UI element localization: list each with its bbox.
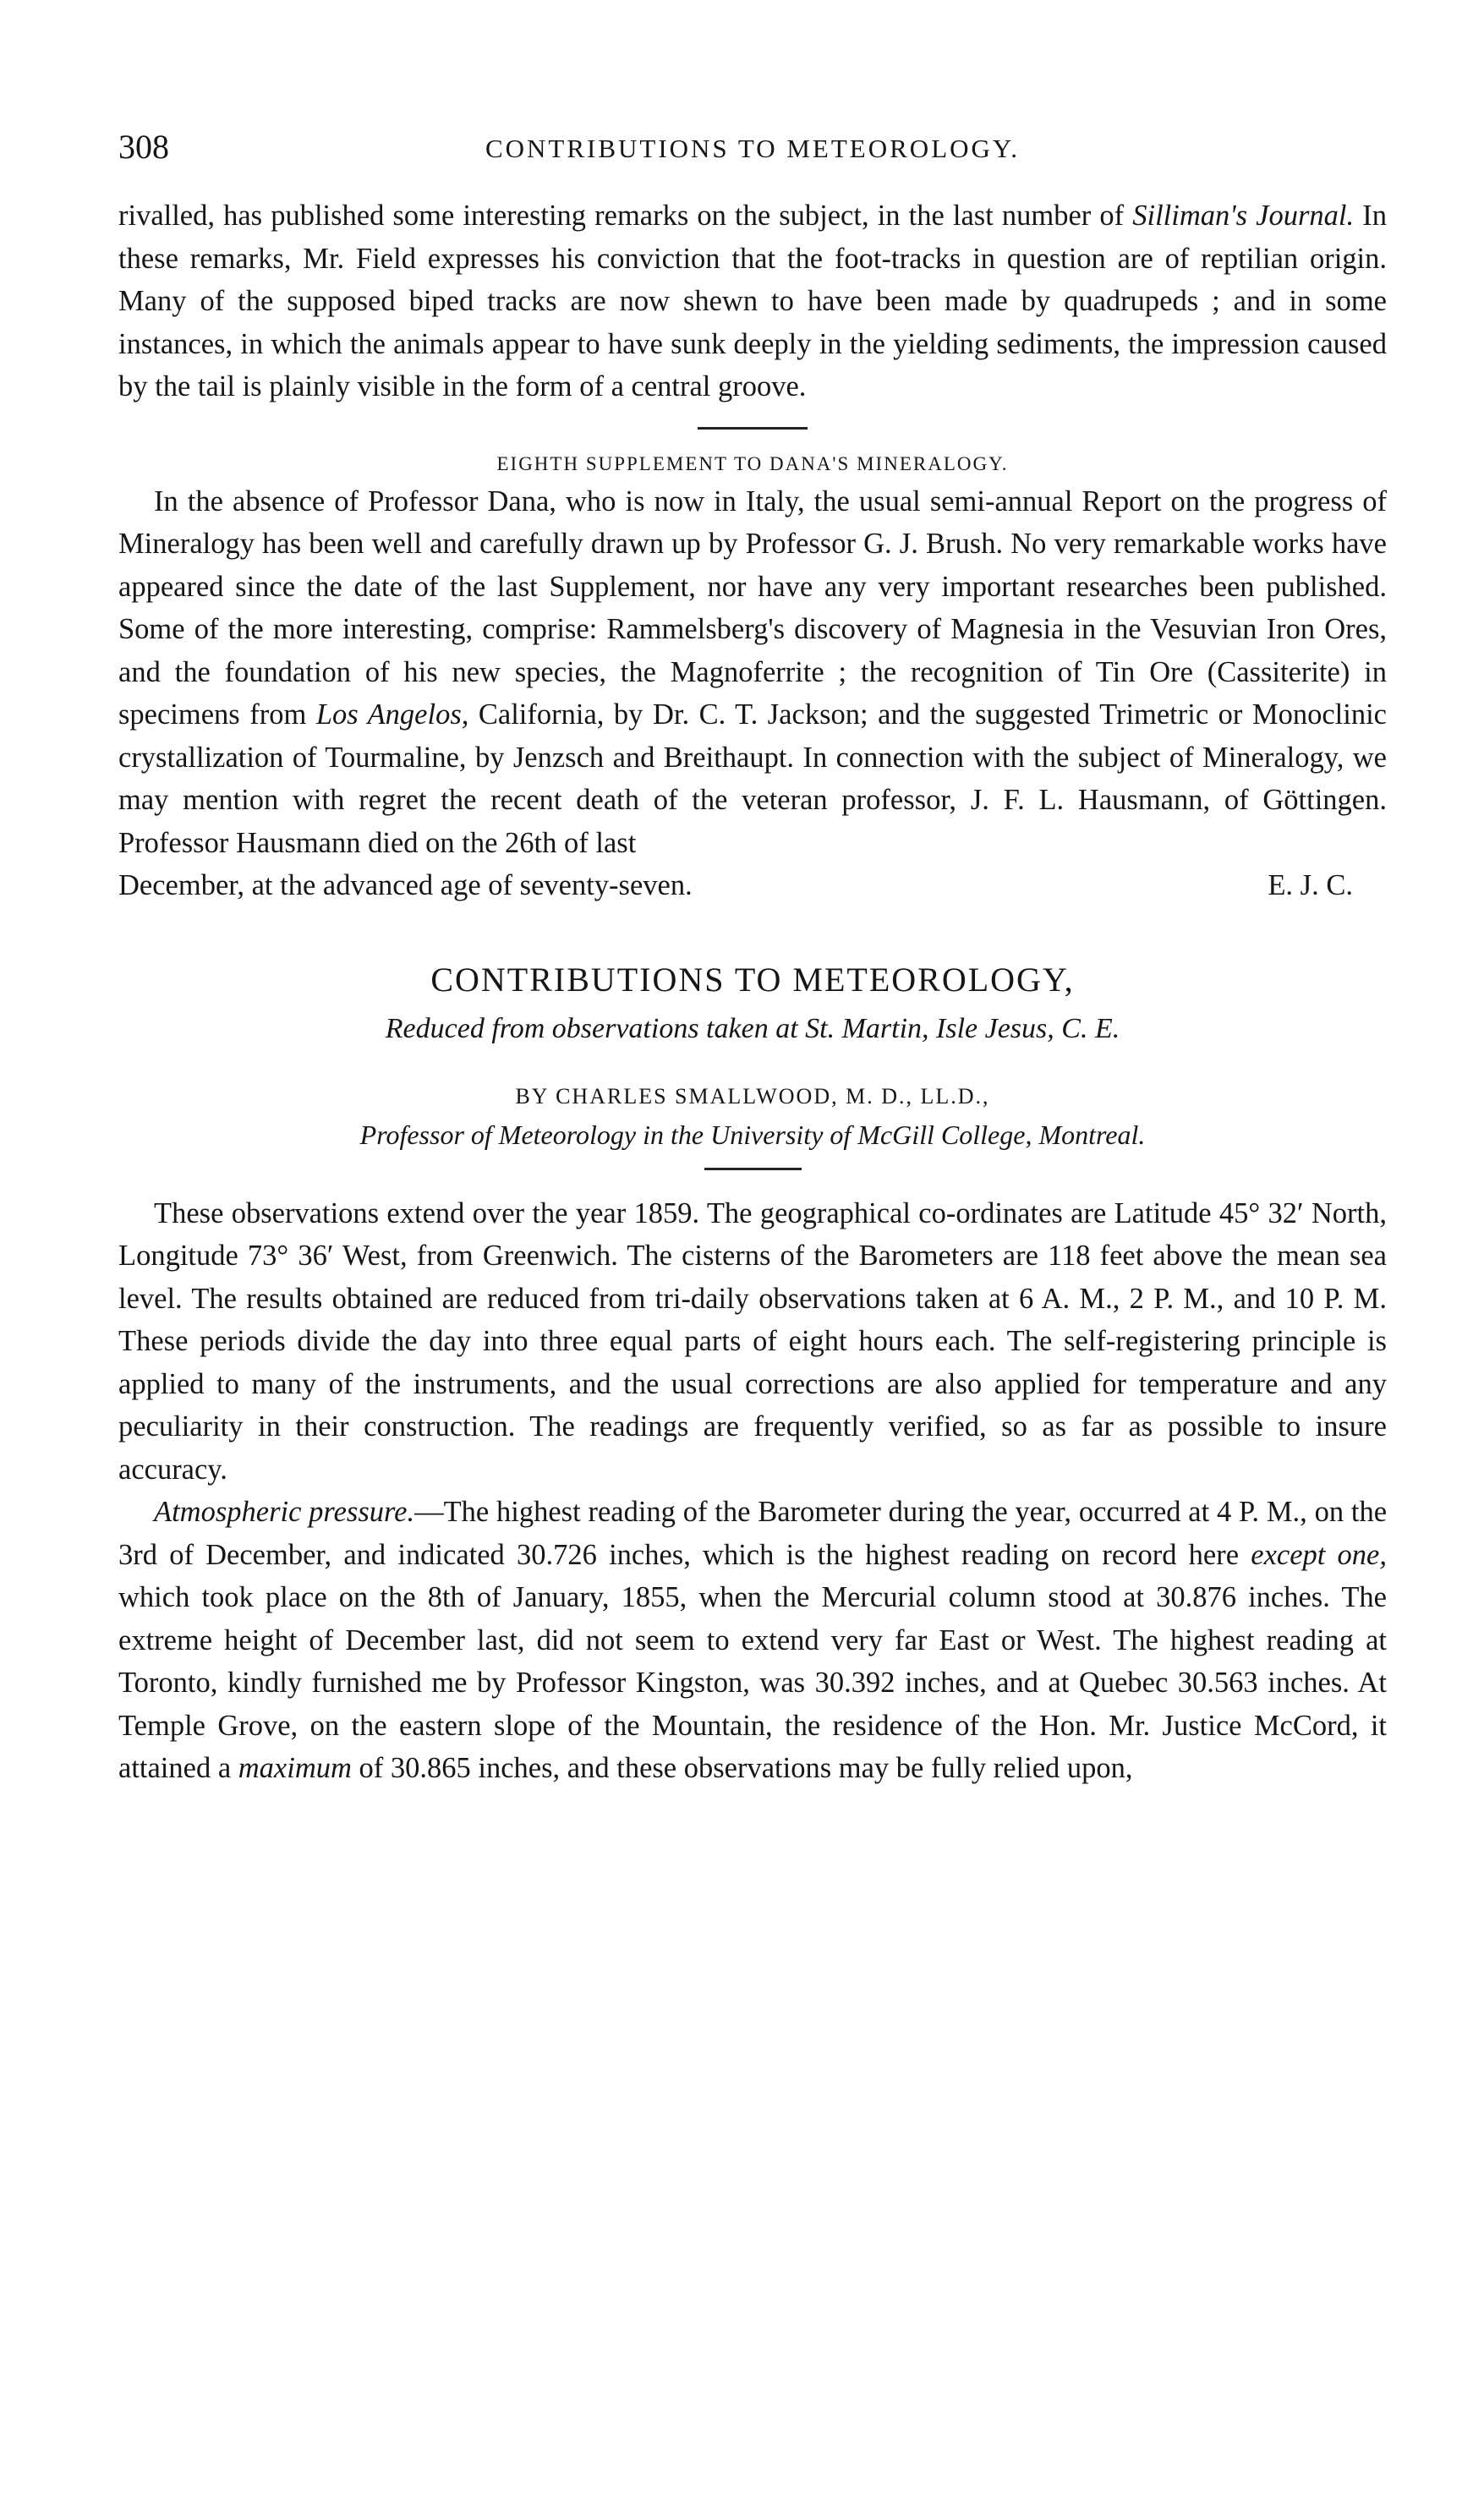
signature-line — [118, 864, 1387, 907]
book-page — [118, 127, 1387, 1790]
pressure-text-c: of 30.865 inches, and these observations may be fully relied upon, — [351, 1752, 1133, 1784]
maximum-word: maximum — [238, 1752, 352, 1784]
except-one: except one, — [1251, 1538, 1387, 1571]
page-number: 308 — [118, 128, 169, 166]
intro-paragraph — [118, 194, 1387, 408]
mineralogy-caption: EIGHTH SUPPLEMENT TO DANA'S MINERALOGY. — [496, 452, 1009, 474]
mineralogy-text-a: In the absence of Professor Dana, who is now in Italy, the usual semi-annual Report on the progress of Mineralogy has been well and carefully drawn up by Professor G. J. Brush. No very remarkable works have appeared since the date of the last Supplement, nor have any very important researches been published. Some of the more interesting, comprise: Rammelsberg's discovery of Magnesia in the Vesuvian Iron Ores, and the foundation of his new species, the Magnoferrite ; the recognition of Tin Ore (Cassiterite) in specimens from — [118, 485, 1387, 731]
mineralogy-paragraph — [118, 480, 1387, 865]
running-title: CONTRIBUTIONS TO METEOROLOGY. — [485, 134, 1021, 163]
observations-paragraph: These observations extend over the year 1859. The geographical co-ordinates are Latitude 45° 32′ North, Longitude 73° 36′ West, from Greenwich. The cisterns of the Barometers are 118 feet above the mean sea level. The results obtained are reduced from tri-daily observations taken at 6 A. M., 2 P. M., and 10 P. M. These periods divide the day into three equal parts of eight hours each. The self-registering principle is applied to many of the instruments, and the usual corrections are also applied for temperature and any peculiarity in their construction. The readings are frequently verified, so as far as possible to insure accuracy. — [118, 1196, 1387, 1486]
pressure-text-a: —The highest reading of the Barometer during the year, occurred at 4 P. M., on the 3rd of December, and indicated 30.726 inches, which is the highest reading on record here — [118, 1496, 1388, 1571]
author-initials: E. J. C. — [1268, 869, 1353, 901]
running-head — [118, 127, 1387, 194]
section-divider — [698, 427, 808, 430]
article-title: CONTRIBUTIONS TO METEOROLOGY, — [430, 960, 1075, 999]
article-subtitle: Reduced from observations taken at St. Martin, Isle Jesus, C. E. — [385, 1012, 1120, 1044]
pressure-run-in: Atmospheric pressure. — [154, 1496, 415, 1528]
journal-title: Silliman's Journal. — [1132, 200, 1355, 232]
mineralogy-last-line: December, at the advanced age of seventy-seven. — [118, 869, 693, 901]
article-byline: BY CHARLES SMALLWOOD, M. D., LL.D., — [515, 1083, 990, 1109]
mineralogy-text-b: California, by Dr. C. T. Jackson; and the suggested Trimetric or Monoclinic crystallization of Tourmaline, by Jenzsch and Breithaupt. In connection with the subject of Mineralogy, we may mention with regret the recent death of the veteran professor, J. F. L. Hausmann, of Göttingen. Professor Hausmann died on the 26th of last — [118, 698, 1387, 859]
intro-text-b: In these remarks, Mr. Field expresses his conviction that the foot-tracks in question are of reptilian origin. Many of the supposed biped tracks are now shewn to have been made by quadrupeds ; and in some instances, in which the animals appear to have sunk deeply in the yielding sediments, the impression caused by the tail is plainly visible in the form of a central groove. — [118, 200, 1387, 402]
author-affiliation: Professor of Meteorology in the University of McGill College, Montreal. — [359, 1119, 1146, 1150]
place-name: Los Angelos, — [315, 698, 469, 731]
byline-divider — [704, 1168, 802, 1170]
pressure-paragraph — [118, 1491, 1387, 1790]
intro-text-a: rivalled, has published some interesting remarks on the subject, in the last number of — [118, 200, 1133, 232]
pressure-text-b: which took place on the 8th of January, 1855, when the Mercurial column stood at 30.876 inches. The extreme height of December last, did not seem to extend very far East or West. The highest reading at Toronto, kindly furnished me by Professor Kingston, was 30.392 inches, and at Quebec 30.563 inches. At Temple Grove, on the eastern slope of the Mountain, the residence of the Hon. Mr. Justice McCord, it attained a — [118, 1581, 1387, 1784]
